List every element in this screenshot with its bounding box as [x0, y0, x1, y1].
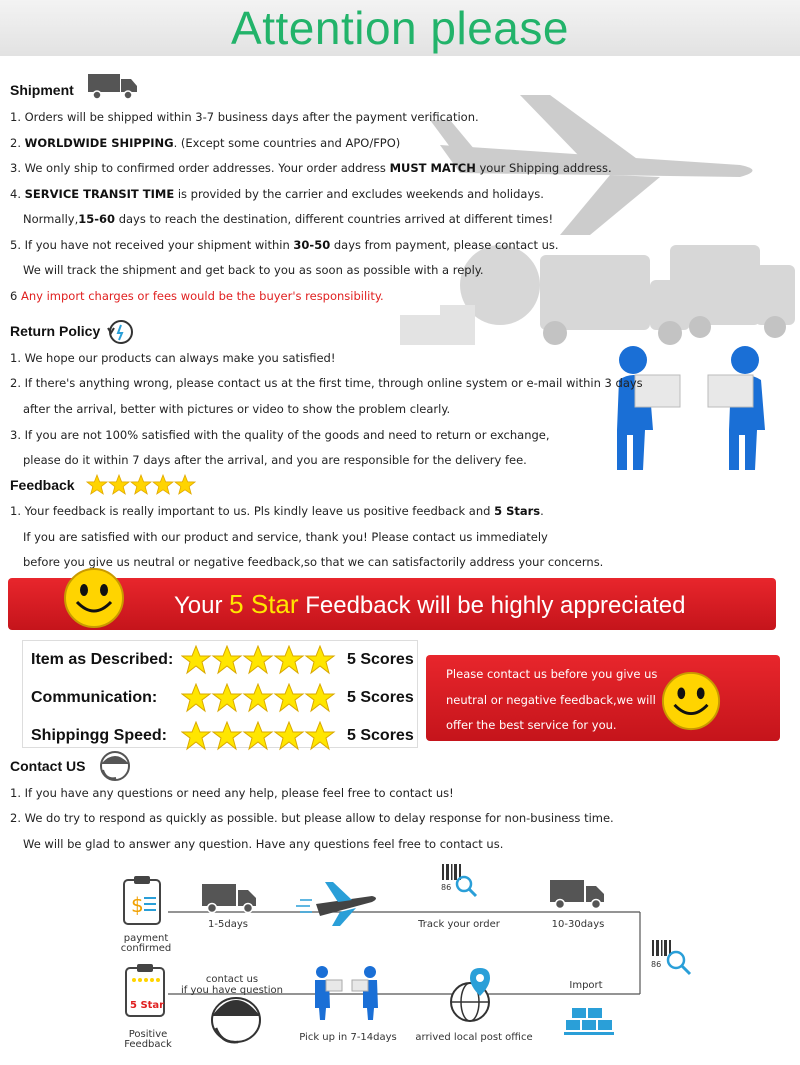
airplane-icon: [296, 882, 376, 926]
flow-label-track: Track your order: [418, 919, 500, 930]
banner-highlight: 5 Star: [229, 589, 299, 619]
feedback-line-3: before you give us neutral or negative feedback,so that we can satisfactorily address your concerns.: [23, 555, 604, 569]
banner-text-post: Feedback will be highly appreciated: [298, 592, 686, 619]
svg-text:$: $: [131, 893, 144, 917]
flow-label-contact: contact us if you have question: [181, 974, 283, 996]
flow-label-step3: 10-30days: [551, 919, 605, 930]
five-star-label: 5 Star: [130, 1000, 165, 1011]
contact-line-2b: We will be glad to answer any question. Have any questions feel free to contact us.: [23, 837, 504, 851]
headset-agent-icon: [94, 750, 136, 782]
truck-icon: [550, 880, 604, 909]
score-label: Item as Described:: [31, 651, 174, 668]
score-label: Communication:: [31, 689, 158, 706]
flow-label-payment: payment confirmed: [120, 933, 172, 954]
score-value: 5 Scores: [347, 689, 414, 706]
shipping-background-illustration: [380, 95, 800, 365]
smiley-icon: [62, 566, 126, 630]
return-line-3b: please do it within 7 days after the arrival, and you are responsible for the delivery fee.: [23, 453, 527, 467]
barcode-search-icon: [651, 940, 690, 974]
score-stars-icon: [181, 683, 341, 713]
score-label: Shippingg Speed:: [31, 727, 167, 744]
contact-line-1: 1. If you have any questions or need any help, please feel free to contact us!: [10, 786, 454, 800]
five-stars-icon: [86, 474, 196, 496]
contact-us-title: Contact US: [10, 758, 86, 774]
five-star-clipboard-icon: [126, 964, 164, 1016]
score-stars-icon: [181, 645, 341, 675]
shipment-title: Shipment: [10, 82, 74, 98]
barcode-search-icon: [441, 864, 476, 896]
flow-label-step1: 1-5days: [208, 919, 248, 930]
return-line-2b: after the arrival, better with pictures or video to show the problem clearly.: [23, 402, 451, 416]
headset-agent-icon: [212, 998, 260, 1042]
contact-box-line-1: Please contact us before you give us: [446, 667, 658, 681]
shipment-line-1: 1. Orders will be shipped within 3-7 business days after the payment verification.: [10, 110, 479, 124]
return-line-2: 2. If there's anything wrong, please contact us at the first time, through online system or e-mail within 3 days: [10, 376, 643, 390]
scores-panel: [22, 640, 418, 748]
truck-icon: [202, 884, 256, 913]
score-stars-icon: [181, 721, 341, 751]
contact-box-line-2: neutral or negative feedback,we will: [446, 693, 656, 707]
return-line-1: 1. We hope our products can always make you satisfied!: [10, 351, 336, 365]
return-clock-icon: [106, 318, 136, 346]
flow-label-pickup: Pick up in 7-14days: [299, 1032, 397, 1043]
feedback-line-1: 1. Your feedback is really important to us. Pls kindly leave us positive feedback and 5 Stars.: [10, 504, 544, 518]
truck-icon: [88, 72, 138, 100]
return-policy-title: Return Policy: [10, 323, 101, 339]
flow-label-positive: Positive Feedback: [124, 1029, 172, 1050]
shipment-line-3: 3. We only ship to confirmed order addresses. Your order address MUST MATCH your Shipping address.: [10, 161, 612, 175]
import-boxes-icon: [564, 1008, 614, 1035]
shipment-line-6: 6 Any import charges or fees would be the buyer's responsibility.: [10, 289, 384, 303]
shipment-line-2: 2. WORLDWIDE SHIPPING. (Except some countries and APO/FPO): [10, 136, 401, 150]
globe-location-icon: [451, 968, 490, 1021]
contact-box-line-3: offer the best service for you.: [446, 718, 617, 732]
shipment-line-5: 5. If you have not received your shipment within 30-50 days from payment, please contact us.: [10, 238, 559, 252]
pickup-figures-icon: [315, 966, 378, 1020]
header-bar: [0, 0, 800, 56]
page-title: Attention please: [231, 2, 569, 54]
barcode-number: 86: [651, 960, 662, 969]
score-row-item: [31, 645, 417, 675]
score-value: 5 Scores: [347, 727, 414, 744]
shipment-line-4: 4. SERVICE TRANSIT TIME is provided by the carrier and excludes weekends and holidays.: [10, 187, 544, 201]
feedback-line-2: If you are satisfied with our product and service, thank you! Please contact us immediately: [23, 530, 548, 544]
flow-label-post-office: arrived local post office: [415, 1032, 533, 1043]
flow-label-import: Import: [569, 980, 603, 991]
feedback-title: Feedback: [10, 477, 75, 493]
shipment-line-4b: Normally,15-60 days to reach the destination, different countries arrived at different times!: [23, 212, 554, 226]
smiley-icon: [660, 670, 722, 732]
banner-text-pre: Your: [174, 592, 230, 619]
contact-before-feedback-box: [426, 655, 780, 741]
delivery-figures-icon: [605, 340, 775, 480]
score-row-shipping: [31, 721, 417, 751]
contact-line-2: 2. We do try to respond as quickly as possible. but please allow to delay response for non-business time.: [10, 811, 614, 825]
return-line-3: 3. If you are not 100% satisfied with the quality of the goods and need to return or exchange,: [10, 428, 550, 442]
score-row-communication: [31, 683, 417, 713]
shipment-line-5b: We will track the shipment and get back to you as soon as possible with a reply.: [23, 263, 484, 277]
payment-clipboard-icon: [124, 876, 160, 924]
score-value: 5 Scores: [347, 651, 414, 668]
barcode-number: 86: [441, 883, 452, 892]
